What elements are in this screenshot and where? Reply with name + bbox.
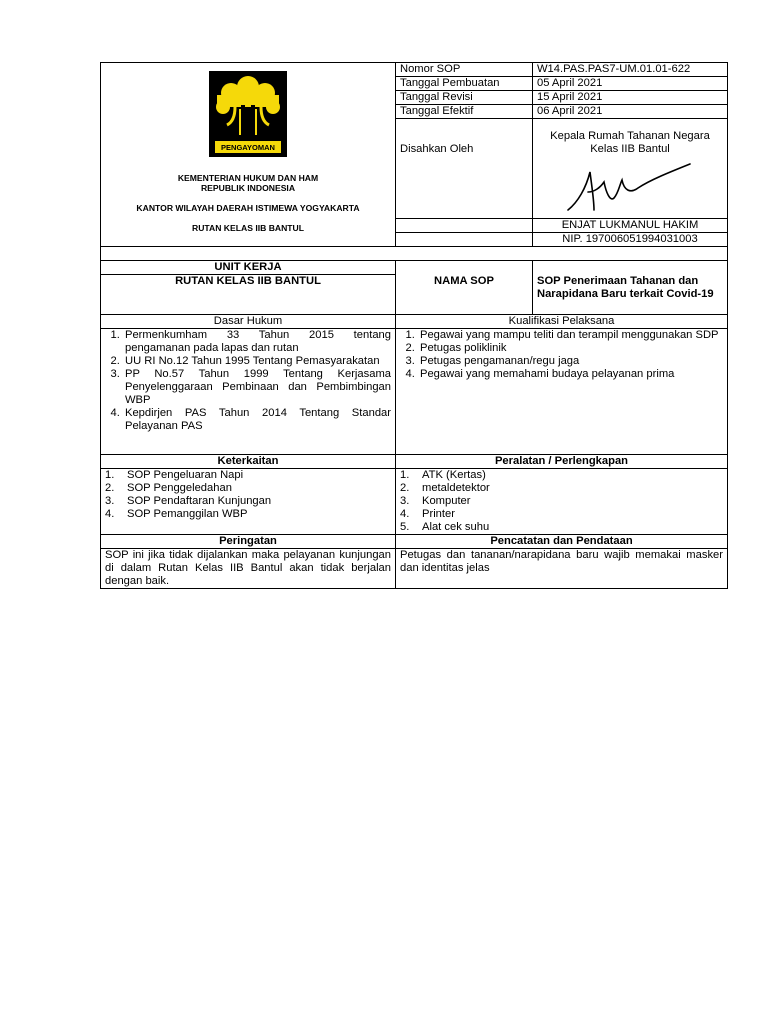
org-header-cell <box>101 63 396 247</box>
blank-cell-2 <box>396 233 533 247</box>
pencatatan-title: Pencatatan dan Pendataan <box>396 535 728 549</box>
unit-kerja-value: RUTAN KELAS IIB BANTUL <box>101 275 396 315</box>
signature-image <box>560 158 700 218</box>
list-item: 1. SOP Pengeluaran Napi <box>105 469 244 481</box>
tanggal-efektif-value: 06 April 2021 <box>533 105 728 119</box>
nama-sop-label: NAMA SOP <box>396 275 533 315</box>
kualifikasi-list-cell <box>396 329 728 455</box>
list-item: 3. PP No.57 Tahun 1999 Tentang Kerjasama Penyelenggaraan Pembinaan dan Pembimbingan WBP <box>123 368 391 407</box>
org-line-1: KEMENTERIAN HUKUM DAN HAM <box>177 173 319 183</box>
nomor-sop-value: W14.PAS.PAS7-UM.01.01-622 <box>533 63 728 77</box>
pengesah-title-1: Kepala Rumah Tahanan Negara <box>550 130 710 142</box>
list-item: 1. Pegawai yang mampu teliti dan terampil menggunakan SDP <box>418 329 723 342</box>
spacer-row <box>101 247 728 261</box>
kualifikasi-list <box>400 329 723 381</box>
peralatan-list-cell <box>396 469 728 535</box>
list-item: 2. UU RI No.12 Tahun 1995 Tentang Pemasyarakatan <box>123 355 391 368</box>
org-line-3: KANTOR WILAYAH DAERAH ISTIMEWA YOGYAKARTA <box>136 203 360 213</box>
blank-unit-cell <box>396 261 533 275</box>
pengesah-title-2: Kelas IIB Bantul <box>590 143 670 155</box>
blank-cell-1 <box>396 219 533 233</box>
list-item: 2. Petugas poliklinik <box>418 342 723 355</box>
keterkaitan-list <box>105 469 391 521</box>
tanggal-revisi-label: Tanggal Revisi <box>396 91 533 105</box>
logo-text: PENGAYOMAN <box>221 143 275 152</box>
list-item: 4. Pegawai yang memahami budaya pelayanan prima <box>418 368 723 381</box>
list-item: 3. Komputer <box>400 495 471 507</box>
unit-kerja-label: UNIT KERJA <box>101 261 396 275</box>
list-item: 3. Petugas pengamanan/regu jaga <box>418 355 723 368</box>
nama-sop-value: SOP Penerimaan Tahanan dan Narapidana Baru terkait Covid-19 <box>533 275 728 315</box>
list-item: 2. metaldetektor <box>400 482 490 494</box>
dasar-hukum-title: Dasar Hukum <box>101 315 396 329</box>
sop-table <box>100 62 728 589</box>
list-item: 1. ATK (Kertas) <box>400 469 486 481</box>
tanggal-pembuatan-value: 05 April 2021 <box>533 77 728 91</box>
org-line-2: REPUBLIK INDONESIA <box>200 183 296 193</box>
keterkaitan-title: Keterkaitan <box>101 455 396 469</box>
kualifikasi-title: Kualifikasi Pelaksana <box>396 315 728 329</box>
pengesah-cell <box>533 119 728 219</box>
peralatan-list <box>400 469 723 534</box>
list-item: 4. Printer <box>400 508 455 520</box>
tanggal-efektif-label: Tanggal Efektif <box>396 105 533 119</box>
dasar-hukum-list <box>105 329 391 433</box>
list-item: 5. Alat cek suhu <box>400 521 490 533</box>
peralatan-title: Peralatan / Perlengkapan <box>396 455 728 469</box>
org-line-4: RUTAN KELAS IIB BANTUL <box>191 223 305 233</box>
keterkaitan-list-cell <box>101 469 396 535</box>
pengesah-name: ENJAT LUKMANUL HAKIM <box>533 219 728 233</box>
list-item: 4. Kepdirjen PAS Tahun 2014 Tentang Standar Pelayanan PAS <box>123 407 391 433</box>
peringatan-text: SOP ini jika tidak dijalankan maka pelayanan kunjungan di dalam Rutan Kelas IIB Bantul akan tidak berjalan dengan baik. <box>101 549 396 589</box>
pengesah-nip: NIP. 197006051994031003 <box>533 233 728 247</box>
disahkan-label: Disahkan Oleh <box>396 119 533 219</box>
tanggal-pembuatan-label: Tanggal Pembuatan <box>396 77 533 91</box>
list-item: 4. SOP Pemanggilan WBP <box>105 508 248 520</box>
blank-unit-cell-2 <box>533 261 728 275</box>
pencatatan-text: Petugas dan tananan/narapidana baru wajib memakai masker dan identitas jelas <box>396 549 728 589</box>
dasar-hukum-list-cell <box>101 329 396 455</box>
nomor-sop-label: Nomor SOP <box>396 63 533 77</box>
peringatan-title: Peringatan <box>101 535 396 549</box>
list-item: 3. SOP Pendaftaran Kunjungan <box>105 495 272 507</box>
pengayoman-logo <box>209 71 287 157</box>
list-item: 2. SOP Penggeledahan <box>105 482 232 494</box>
list-item: 1. Permenkumham 33 Tahun 2015 tentang pengamanan pada lapas dan rutan <box>123 329 391 355</box>
tanggal-revisi-value: 15 April 2021 <box>533 91 728 105</box>
